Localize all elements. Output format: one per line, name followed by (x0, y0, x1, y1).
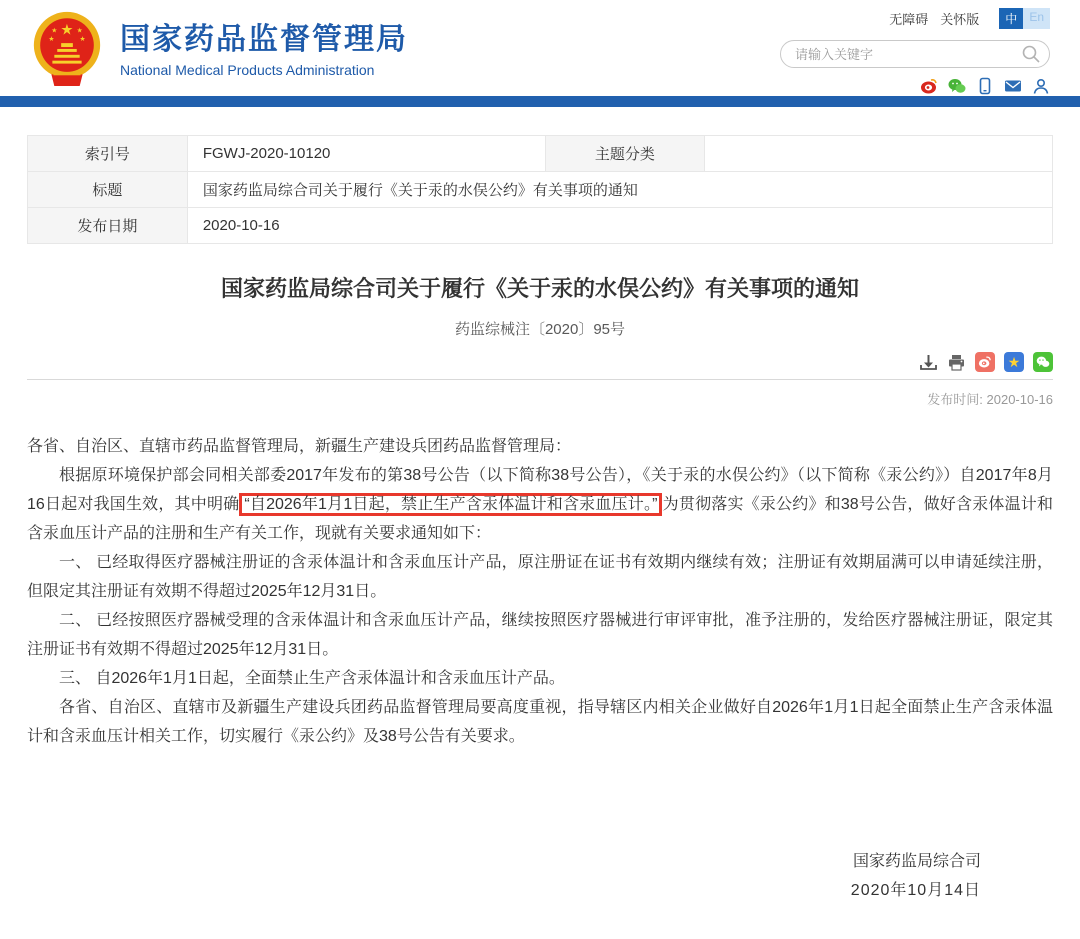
main-content (27, 135, 1053, 939)
closing-paragraph: 各省、自治区、直辖市及新疆生产建设兵团药品监督管理局要高度重视，指导辖区内相关企业做好自2026年1月1日起全面禁止生产含汞体温计和含汞血压计相关工作，切实履行《汞公约》及38号公告有关要求。 (27, 699, 1053, 745)
index-number-label: 索引号 (28, 136, 188, 172)
svg-text:★: ★ (79, 35, 86, 44)
publish-date-label: 发布日期 (28, 208, 188, 244)
care-version-link[interactable]: 关怀版 (940, 12, 980, 27)
lang-zh-button[interactable]: 中 (999, 8, 1023, 29)
topic-category-label: 主题分类 (545, 136, 705, 172)
signature-date: 2020年10月14日 (850, 882, 981, 899)
title-label: 标题 (28, 172, 188, 208)
svg-text:★: ★ (48, 35, 55, 44)
paragraph-background-text: 根据原环境保护部会同相关部委2017年发布的第38号公告（以下简称38号公告），《关于汞的水俣公约》（以下简称《汞公约》）自2017年8月16日起对我国生效，其中明确 (27, 467, 1053, 513)
qzone-star-glyph: ★ (1007, 354, 1021, 370)
toolbar (27, 352, 1053, 380)
user-icon[interactable] (1032, 77, 1050, 95)
header-right (780, 8, 1050, 95)
search-icon (1021, 44, 1041, 64)
publish-date-value: 2020-10-16 (187, 208, 1052, 244)
national-emblem-icon (28, 8, 106, 88)
highlighted-quote: “自2026年1月1日起，禁止生产含汞体温计和含汞血压计。” (239, 493, 662, 516)
paragraph-background (27, 461, 1053, 548)
site-logo[interactable] (28, 8, 408, 88)
share-qzone-icon[interactable] (1004, 352, 1024, 372)
org-name-cn: 国家药品监督管理局 (120, 23, 408, 56)
top-links (780, 8, 1050, 29)
lang-en-button[interactable]: En (1023, 8, 1050, 29)
signature-block (27, 847, 1053, 905)
item-2: 二、 已经按照医疗器械受理的含汞体温计和含汞血压计产品，继续按照医疗器械进行审评审批，准予注册的，发给医疗器械注册证，限定其注册证书有效期不得超过2025年12月31日。 (27, 612, 1053, 658)
item-1: 一、 已经取得医疗器械注册证的含汞体温计和含汞血压计产品，原注册证在证书有效期内继续有效；注册证有效期届满可以申请延续注册，但限定其注册证有效期不得超过2025年12月31日。 (27, 554, 1053, 600)
page-title: 国家药监局综合司关于履行《关于汞的水俣公约》有关事项的通知 (220, 276, 859, 301)
accessibility-link[interactable]: 无障碍 (889, 12, 929, 27)
topic-category-value (705, 136, 1053, 172)
document-body (27, 432, 1053, 905)
org-name-en: National Medical Products Administration (120, 62, 375, 78)
table-row (28, 172, 1053, 208)
title-value: 国家药监局综合司关于履行《关于汞的水俣公约》有关事项的通知 (187, 172, 1052, 208)
site-header (0, 0, 1080, 96)
publish-time-value: 2020-10-16 (986, 392, 1053, 407)
paragraph-background-tail: 为贯彻落实《汞公约》和38号公告，做好含汞体温计和含汞血压计产品的注册和生产有关工作，现就有关要求通知如下： (27, 496, 1053, 542)
weibo-icon[interactable] (920, 77, 938, 95)
search-button[interactable] (1021, 44, 1041, 64)
item-3: 三、 自2026年1月1日起，全面禁止生产含汞体温计和含汞血压计产品。 (59, 670, 565, 687)
svg-text:★: ★ (76, 26, 83, 35)
index-number-value: FGWJ-2020-10120 (187, 136, 545, 172)
mobile-icon[interactable] (976, 77, 994, 95)
svg-text:★: ★ (51, 26, 58, 35)
wechat-icon[interactable] (948, 77, 966, 95)
share-weibo-icon[interactable] (975, 352, 995, 372)
publish-time-label: 发布时间: (927, 392, 983, 407)
document-number: 药监综械注〔2020〕95号 (454, 321, 626, 338)
brand-text (120, 18, 408, 78)
search-input[interactable] (795, 41, 1020, 67)
svg-text:★: ★ (60, 21, 74, 39)
salutation: 各省、自治区、直辖市药品监督管理局，新疆生产建设兵团药品监督管理局： (27, 438, 572, 455)
share-wechat-icon[interactable] (1033, 352, 1053, 372)
signature-org: 国家药监局综合司 (852, 853, 981, 870)
header-divider-bar (0, 96, 1080, 107)
language-toggle (999, 8, 1050, 29)
table-row (28, 208, 1053, 244)
download-icon[interactable] (919, 353, 938, 372)
search-box (780, 40, 1050, 68)
document-info-table (27, 135, 1053, 244)
print-icon[interactable] (947, 353, 966, 372)
table-row (28, 136, 1053, 172)
bottom-spacer (27, 905, 1053, 939)
mail-icon[interactable] (1004, 77, 1022, 95)
social-icons-row (780, 77, 1050, 95)
publish-time (27, 389, 1053, 408)
